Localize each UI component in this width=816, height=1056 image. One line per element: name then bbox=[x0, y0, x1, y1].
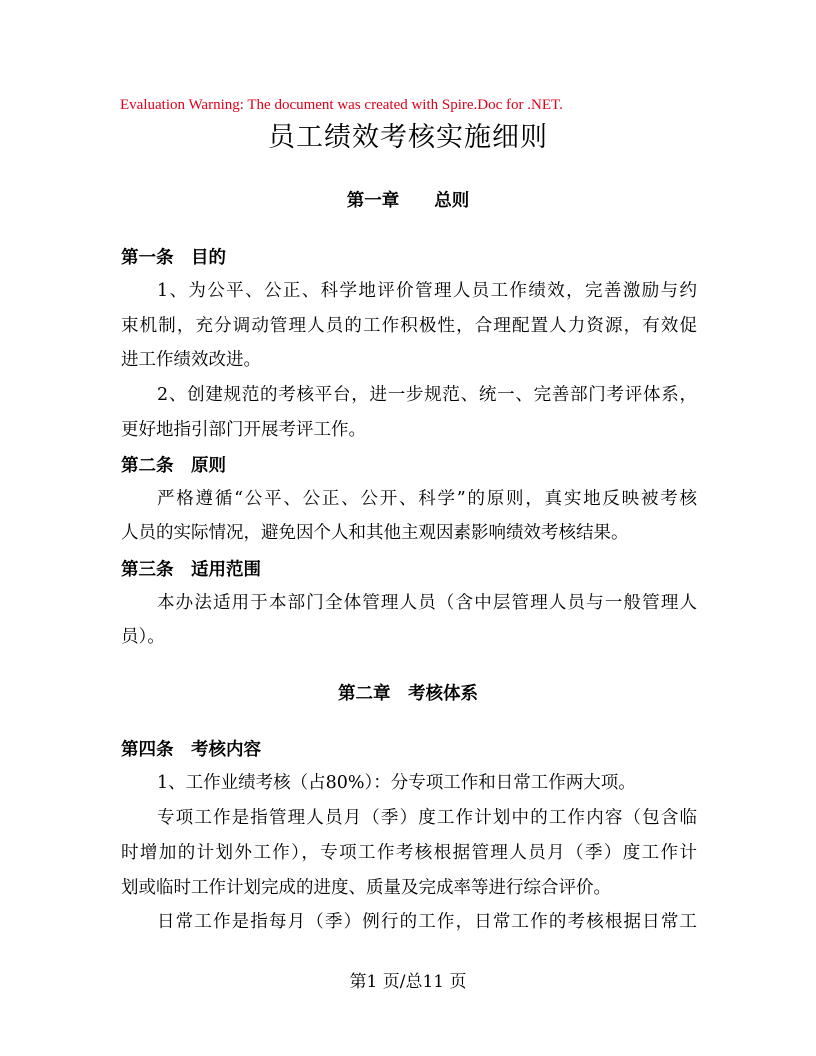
document-title: 员工绩效考核实施细则 bbox=[268, 122, 548, 153]
paragraph-line: 专项工作是指管理人员月（季）度工作计划中的工作内容（包含临 bbox=[157, 808, 697, 828]
paragraph-line: 1、为公平、公正、科学地评价管理人员工作绩效，完善激励与约 bbox=[157, 281, 697, 301]
evaluation-warning: Evaluation Warning: The document was created with Spire.Doc for .NET. bbox=[120, 97, 563, 113]
clause-heading: 第三条 适用范围 bbox=[121, 560, 261, 580]
paragraph-line: 员）。 bbox=[121, 627, 165, 647]
paragraph-line: 更好地指引部门开展考评工作。 bbox=[121, 420, 366, 440]
paragraph-line: 2、创建规范的考核平台，进一步规范、统一、完善部门考评体系， bbox=[157, 385, 697, 405]
paragraph-line: 进工作绩效改进。 bbox=[121, 350, 261, 370]
clause-heading: 第四条 考核内容 bbox=[121, 740, 261, 760]
page-footer: 第1 页/总11 页 bbox=[349, 972, 467, 992]
paragraph-line: 严格遵循“公平、公正、公开、科学”的原则，真实地反映被考核 bbox=[157, 489, 697, 509]
paragraph-line: 日常工作是指每月（季）例行的工作，日常工作的考核根据日常工 bbox=[157, 912, 697, 932]
paragraph-line: 人员的实际情况，避免因个人和其他主观因素影响绩效考核结果。 bbox=[121, 523, 629, 543]
chapter-heading: 第一章 总则 bbox=[346, 191, 470, 211]
clause-heading: 第二条 原则 bbox=[121, 456, 226, 476]
paragraph-line: 划或临时工作计划完成的进度、质量及完成率等进行综合评价。 bbox=[121, 878, 611, 898]
clause-heading: 第一条 目的 bbox=[121, 248, 226, 268]
paragraph-line: 1、工作业绩考核（占80%）：分专项工作和日常工作两大项。 bbox=[157, 773, 636, 793]
paragraph-line: 束机制，充分调动管理人员的工作积极性，合理配置人力资源，有效促 bbox=[121, 316, 697, 336]
paragraph-line: 本办法适用于本部门全体管理人员（含中层管理人员与一般管理人 bbox=[157, 593, 697, 613]
chapter-heading: 第二章 考核体系 bbox=[338, 684, 478, 704]
paragraph-line: 时增加的计划外工作），专项工作考核根据管理人员月（季）度工作计 bbox=[121, 843, 697, 863]
